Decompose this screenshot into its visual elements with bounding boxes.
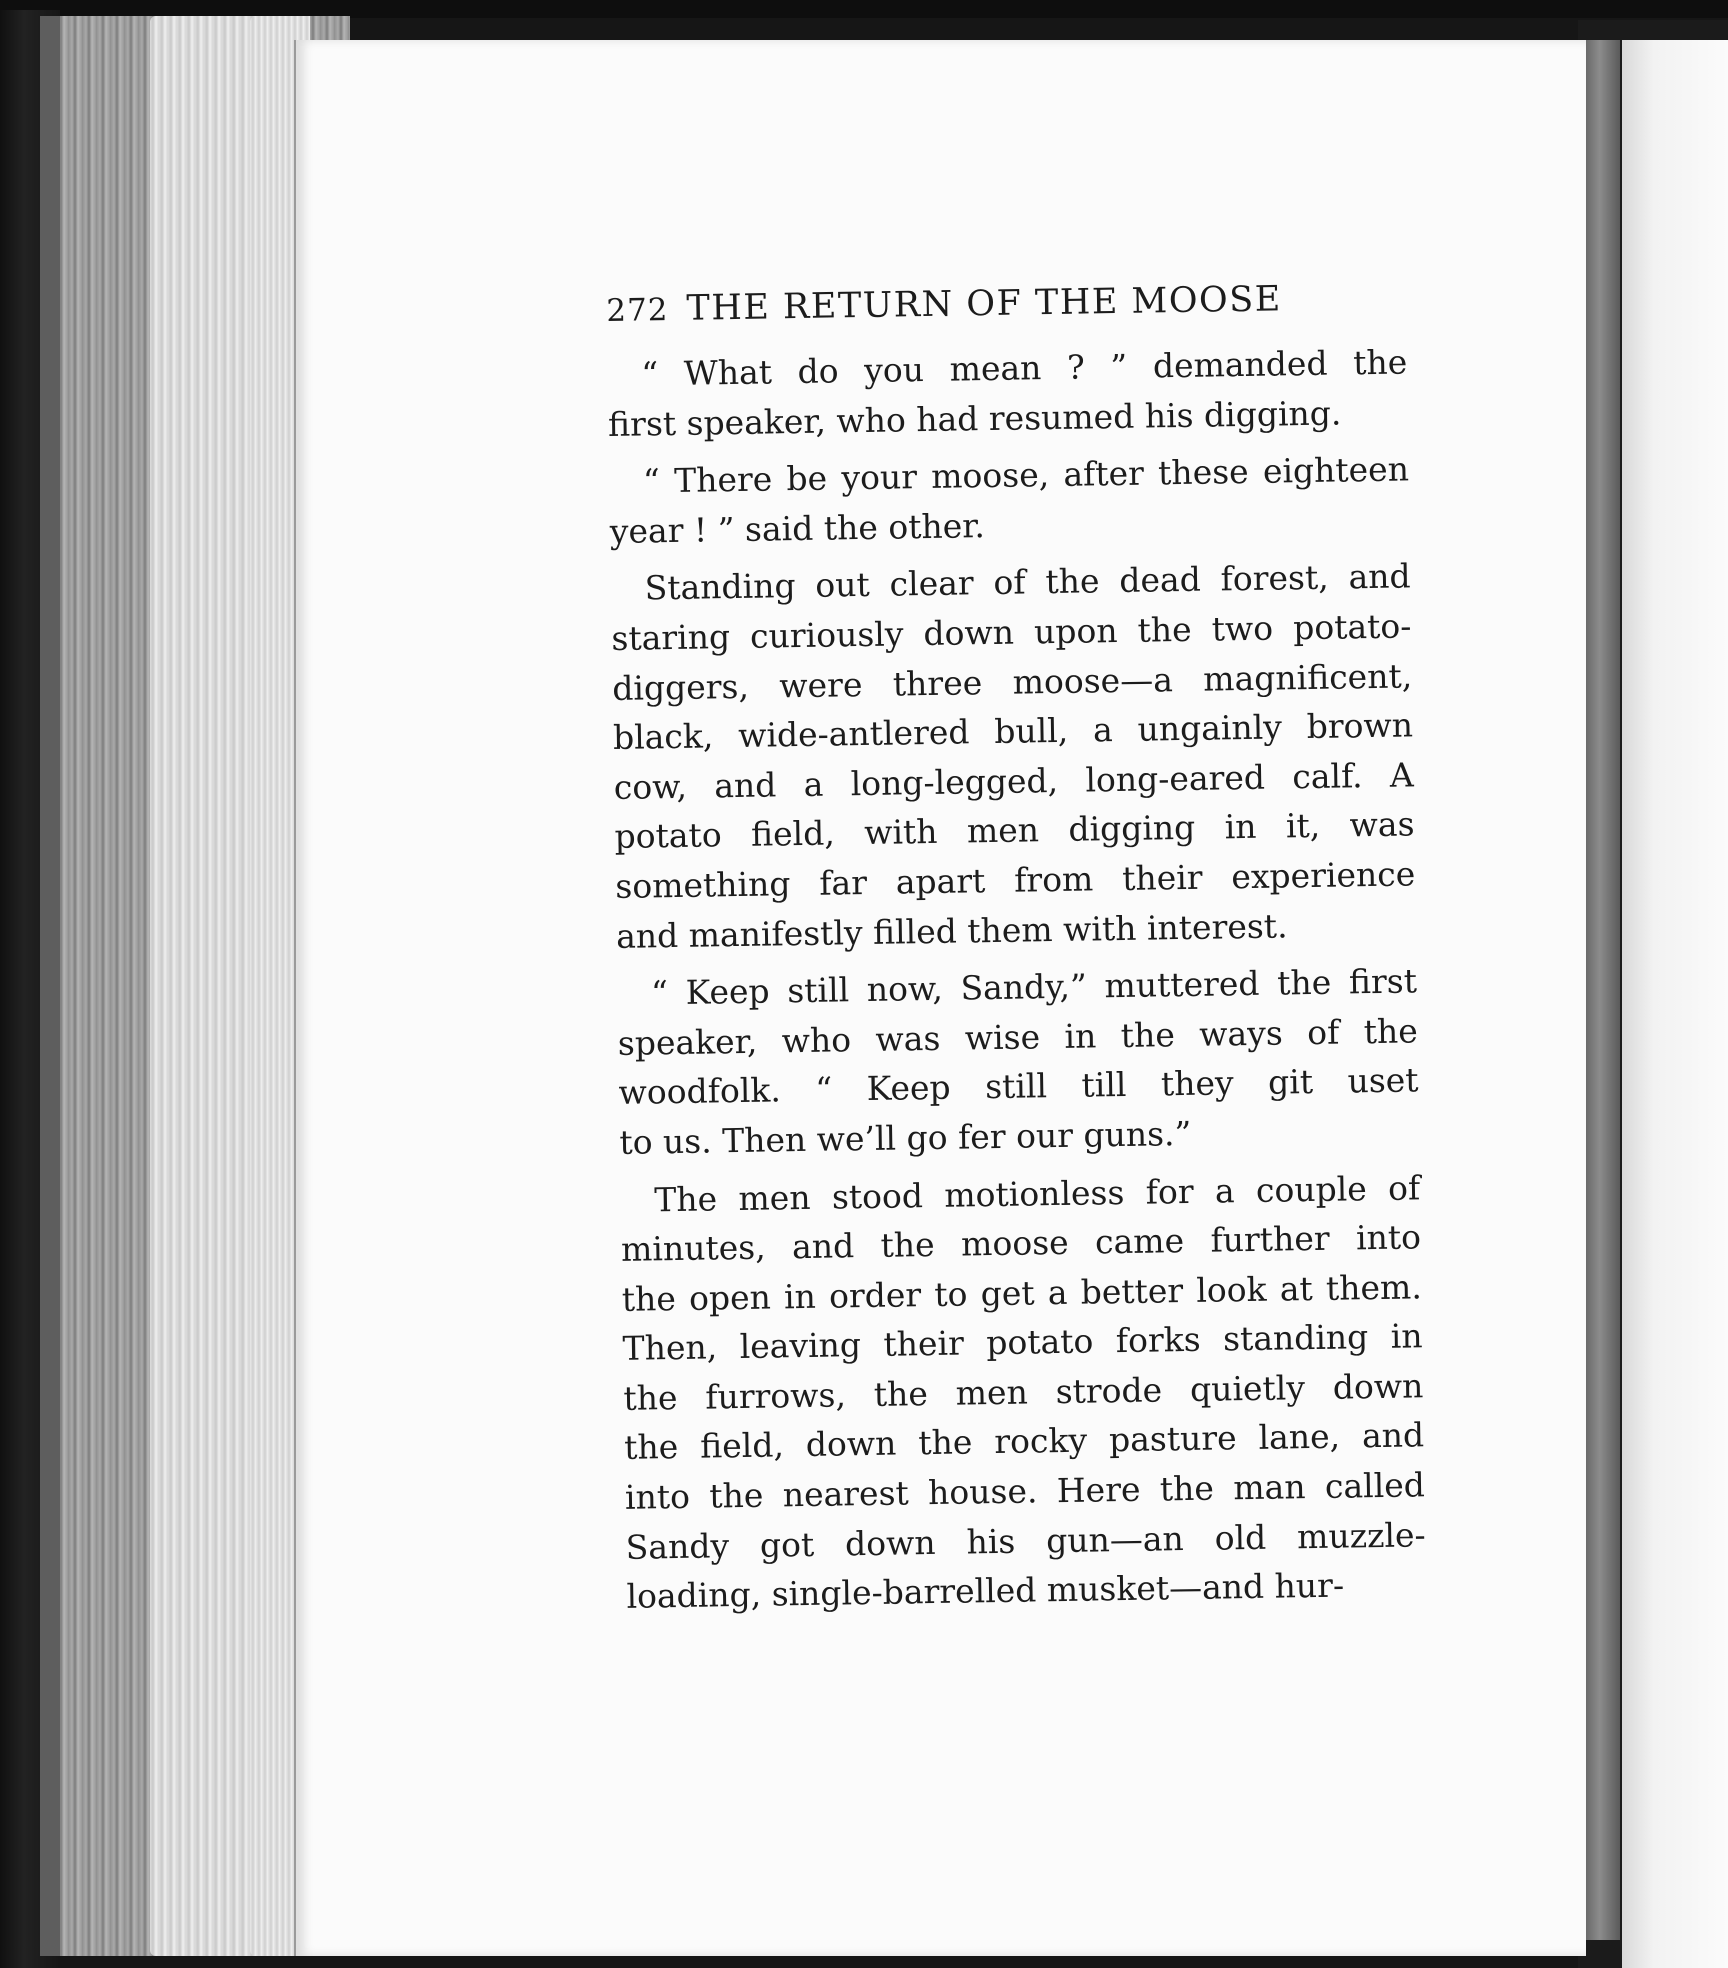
page-number: 272 — [606, 292, 669, 329]
text-line: something far apart from their experience — [615, 854, 1416, 906]
page-edge-shadow — [40, 16, 60, 1956]
text-line: woodfolk. “ Keep still till they git uset — [618, 1060, 1419, 1113]
text-line: “ What do you mean ? ” demanded the — [641, 342, 1408, 394]
page-text-block — [606, 277, 1427, 1629]
text-line: year ! ” said the other. — [609, 505, 986, 551]
text-line: loading, single-barrelled musket—and hur- — [626, 1565, 1345, 1617]
text-line: the field, down the rocky pasture lane, and — [623, 1415, 1425, 1468]
text-line: speaker, who was wise in the ways of the — [617, 1011, 1419, 1063]
text-line: the open in order to get a better look at them. — [621, 1266, 1423, 1319]
text-line: staring curiously down upon the two potato- — [611, 606, 1412, 658]
paragraph — [620, 1163, 1427, 1622]
text-line: “ Keep still now, Sandy,” muttered the first — [650, 961, 1418, 1013]
paragraph — [610, 552, 1416, 961]
text-line: into the nearest house. Here the man called — [624, 1465, 1426, 1517]
text-line: The men stood motionless for a couple of — [653, 1167, 1421, 1219]
text-line: cow, and a long-legged, long-eared calf. A — [613, 755, 1415, 807]
text-line: “ There be your moose, after these eighteen — [642, 449, 1410, 501]
facing-page-strip — [1622, 40, 1728, 1968]
paragraph — [607, 337, 1408, 449]
text-line: diggers, were three moose—a magnificent, — [611, 655, 1413, 708]
text-line: Then, leaving their potato forks standing in — [622, 1316, 1423, 1369]
book-cover-edge — [1586, 40, 1620, 1940]
text-line: the furrows, the men strode quietly down — [623, 1366, 1424, 1418]
text-line: and manifestly filled them with interest. — [615, 905, 1288, 956]
text-line: potato field, with men digging in it, was — [614, 804, 1415, 857]
paragraph — [617, 956, 1420, 1167]
running-title: THE RETURN OF THE MOOSE — [686, 279, 1283, 329]
text-line: Standing out clear of the dead forest, and — [644, 556, 1411, 608]
running-header — [606, 277, 1407, 330]
book-page — [294, 40, 1586, 1956]
text-line: black, wide-antlered bull, a ungainly brown — [612, 705, 1414, 758]
paragraph — [609, 445, 1410, 557]
text-line: minutes, and the moose came further into — [620, 1217, 1422, 1269]
text-line: first speaker, who had resumed his digging. — [607, 393, 1342, 444]
text-line: Sandy got down his gun—an old muzzle- — [625, 1514, 1426, 1567]
text-line: to us. Then we’ll go fer our guns.” — [619, 1113, 1192, 1162]
